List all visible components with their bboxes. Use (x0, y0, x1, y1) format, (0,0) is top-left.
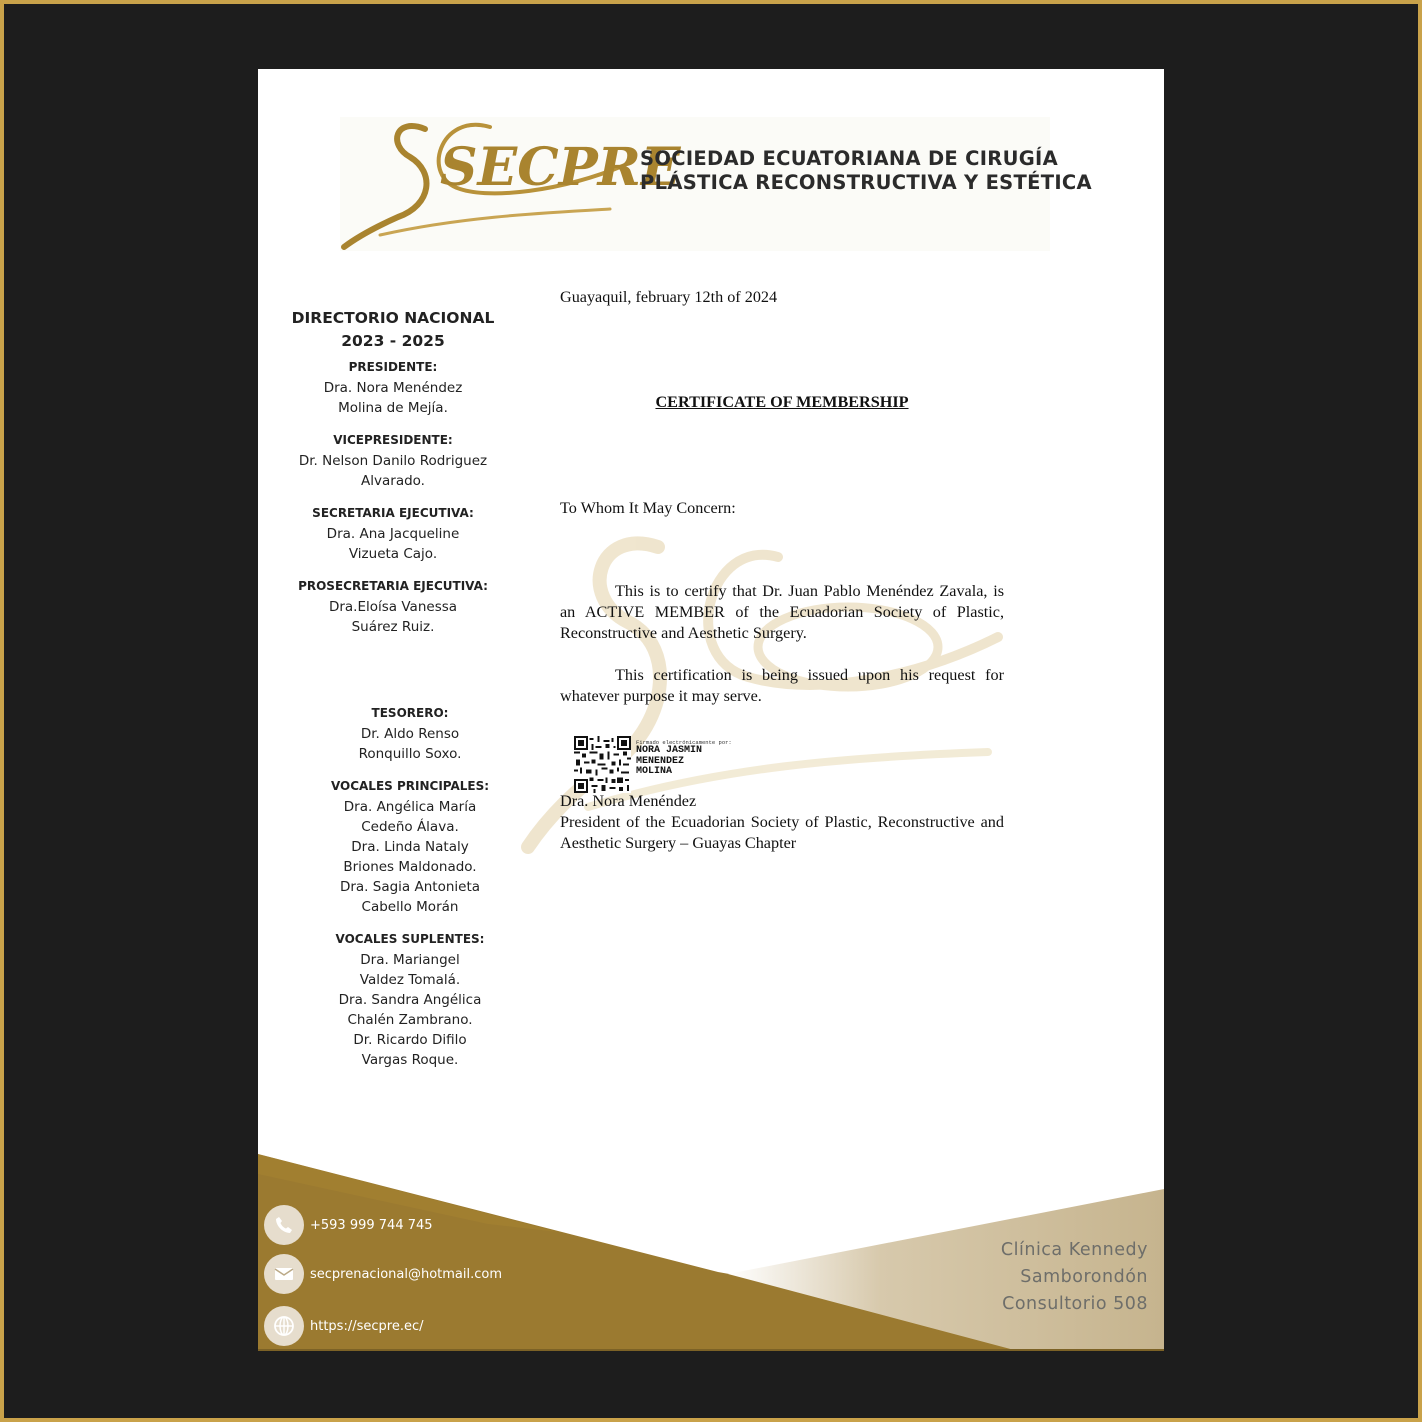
executive-prosecretary-name-line1: Dra.Eloísa Vanessa (328, 599, 458, 615)
alternate-member-line: Chalén Zambrano. (347, 1012, 473, 1028)
vice-president-name-line1: Dr. Nelson Danilo Rodriguez (298, 453, 488, 469)
contact-email[interactable] (264, 1254, 502, 1294)
signature-stamp-text (636, 740, 732, 778)
executive-secretary-name (268, 524, 518, 564)
principal-member-line: Dra. Angélica María (343, 799, 477, 815)
letter-date: Guayaquil, february 12th of 2024 (560, 288, 778, 306)
president-name-line2: Molina de Mejía. (338, 400, 448, 416)
organization-name-line1: SOCIEDAD ECUATORIANA DE CIRUGÍA (640, 147, 1059, 170)
principal-member-line: Briones Maldonado. (343, 859, 477, 875)
globe-icon (264, 1306, 304, 1346)
alternate-member-line: Dra. Sandra Angélica (338, 992, 482, 1008)
clinic-address (1001, 1237, 1148, 1318)
signature-caption: Firmado electrónicamente por: (636, 739, 732, 746)
role-treasurer: TESORERO: (371, 706, 449, 720)
principal-member-line: Dra. Sagia Antonieta (339, 879, 481, 895)
alternate-member-line: Dra. Mariangel (360, 952, 460, 968)
phone-number: +593 999 744 745 (310, 1217, 433, 1233)
qr-code-icon (574, 736, 631, 793)
organization-name (640, 147, 1092, 195)
secpre-logo-icon (340, 117, 681, 251)
address-line2: Samborondón (1020, 1267, 1148, 1287)
role-alternate-members: VOCALES SUPLENTES: (335, 932, 485, 946)
vice-president-name (268, 451, 518, 491)
alternate-member-line: Vargas Roque. (361, 1052, 459, 1068)
executive-secretary-name-line1: Dra. Ana Jacqueline (326, 526, 460, 542)
signer-name: Dra. Nora Menéndez (560, 792, 697, 810)
certification-paragraph: This is to certify that Dr. Juan Pablo Menéndez Zavala, is an ACTIVE MEMBER of the Ecuadorian Society of Plastic, Reconstructive and Aesthetic Surgery. (560, 582, 1004, 642)
executive-prosecretary-name-line2: Suárez Ruiz. (351, 619, 435, 635)
role-president: PRESIDENTE: (348, 360, 438, 374)
address-line1: Clínica Kennedy (1000, 1240, 1148, 1260)
organization-name-line2: PLÁSTICA RECONSTRUCTIVA Y ESTÉTICA (640, 171, 1092, 194)
contact-phone[interactable] (264, 1205, 433, 1245)
role-principal-members: VOCALES PRINCIPALES: (330, 779, 490, 793)
phone-icon (264, 1205, 304, 1245)
certificate-title: CERTIFICATE OF MEMBERSHIP (655, 393, 909, 411)
president-name-line1: Dra. Nora Menéndez (323, 380, 463, 396)
letter-salutation: To Whom It May Concern: (560, 499, 736, 517)
vice-president-name-line2: Alvarado. (361, 473, 425, 489)
signature-name-line2: MENENDEZ (636, 755, 685, 767)
principal-member-line: Cedeño Álava. (361, 819, 459, 835)
principal-members-list (302, 797, 518, 917)
certificate-page (258, 69, 1164, 1351)
president-name (268, 378, 518, 418)
principal-member-line: Dra. Linda Nataly (351, 839, 469, 855)
signer-title: President of the Ecuadorian Society of Plastic, Reconstructive and Aesthetic Surgery – Guayas Chapter (560, 813, 1004, 852)
alternate-member-line: Dr. Ricardo Difilo (353, 1032, 467, 1048)
role-executive-prosecretary: PROSECRETARIA EJECUTIVA: (298, 579, 488, 593)
signature-name-line3: MOLINA (636, 766, 673, 777)
role-executive-secretary: SECRETARIA EJECUTIVA: (312, 506, 474, 520)
treasurer-name (302, 724, 518, 764)
contact-website[interactable] (264, 1306, 423, 1346)
role-vice-president: VICEPRESIDENTE: (333, 433, 453, 447)
email-address: secprenacional@hotmail.com (310, 1266, 503, 1282)
signature-name-line1: NORA JASMIN (636, 745, 703, 756)
directory-title-line1: DIRECTORIO NACIONAL (291, 309, 495, 327)
letterhead (340, 117, 1092, 251)
directory-title (268, 307, 518, 353)
svg-text:SECPRE: SECPRE (440, 137, 681, 198)
executive-secretary-name-line2: Vizueta Cajo. (348, 546, 438, 562)
mail-icon (264, 1254, 304, 1294)
executive-prosecretary-name (268, 597, 518, 637)
treasurer-name-line1: Dr. Aldo Renso (360, 726, 460, 742)
directory-title-line2: 2023 - 2025 (341, 332, 445, 350)
treasurer-name-line2: Ronquillo Soxo. (358, 746, 462, 762)
principal-member-line: Cabello Morán (361, 899, 459, 915)
directory-sidebar (268, 307, 518, 1070)
purpose-paragraph: This certification is being issued upon his request for whatever purpose it may serve. (560, 666, 1004, 705)
address-line3: Consultorio 508 (1002, 1294, 1148, 1314)
alternate-members-list (302, 950, 518, 1070)
alternate-member-line: Valdez Tomalá. (359, 972, 461, 988)
website-url: https://secpre.ec/ (310, 1318, 424, 1334)
